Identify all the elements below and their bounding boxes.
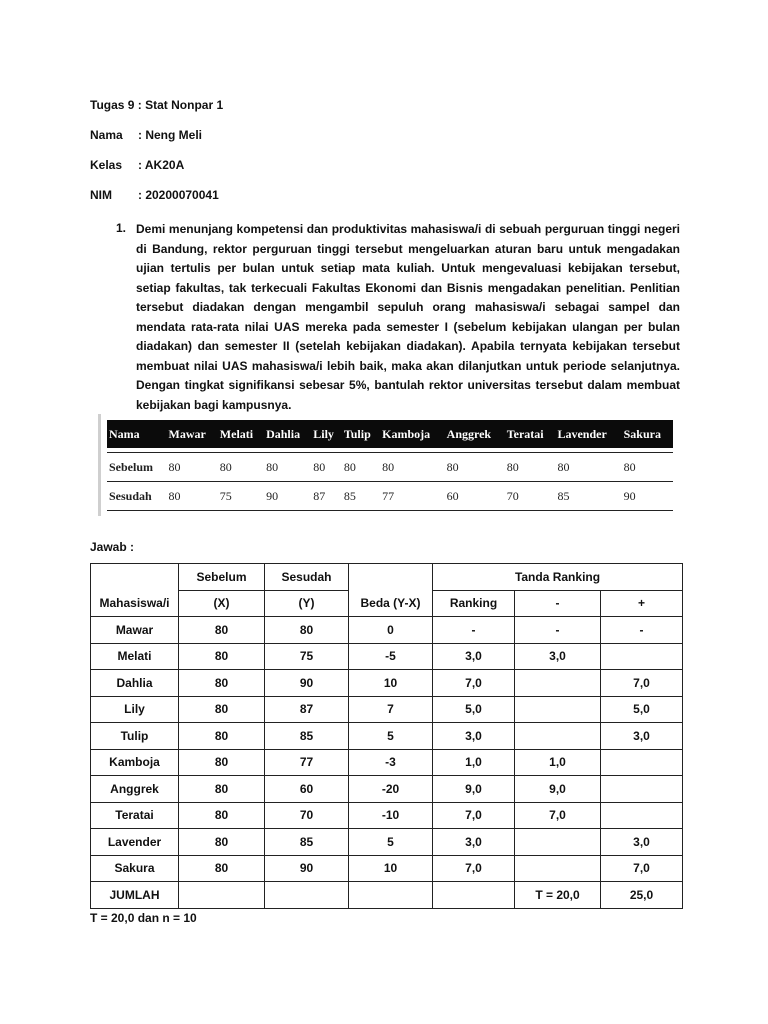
data-table-cell: 70	[505, 482, 556, 511]
data-table-header-cell: Melati	[218, 420, 264, 448]
answer-table	[90, 563, 683, 909]
answer-cell: 60	[265, 776, 349, 803]
question-text: Demi menunjang kompetensi dan produktivitas mahasiswa/i di sebuah perguruan tinggi negeri di Bandung, rektor perguruan tinggi tersebut mengeluarkan aturan baru untuk mengadakan ujian tertulis per bulan untuk setiap mata kuliah. Untuk mengevaluasi kebijakan tersebut, setiap fakultas, tak terkecuali Fakultas Ekonomi dan Bisnis mengadakan penelitian. Penlitian tersebut diadakan dengan mengambil sepuluh orang mahasiswa/i sebagai sampel dan mendata rata-rata nilai UAS mereka pada semester I (sebelum kebijakan ulangan per bulan diadakan) dan semester II (setelah kebijakan diadakan). Apabila ternyata kebijakan tersebut membuat nilai UAS mahasiswa/i lebih baik, maka akan dilanjutkan untuk periode selanjutnya. Dengan tingkat signifikansi sebesar 5%, bantulah rektor universitas tersebut dalam membuat kebijakan bagi kampusnya.	[136, 222, 680, 412]
answer-cell: 80	[179, 749, 265, 776]
data-table-cell: 80	[555, 453, 621, 482]
answer-row	[91, 643, 683, 670]
header-tanda-ranking: Tanda Ranking	[433, 564, 683, 591]
answer-cell: Lily	[91, 696, 179, 723]
answer-cell: 90	[265, 670, 349, 697]
data-table-cell: 80	[380, 453, 444, 482]
data-table-cell: 90	[264, 482, 311, 511]
answer-cell: 77	[265, 749, 349, 776]
header-minus: -	[515, 590, 601, 617]
data-table-cell: Sebelum	[107, 453, 167, 482]
data-table-header-cell: Dahlia	[264, 420, 311, 448]
data-table-cell: 80	[311, 453, 342, 482]
data-table-cell: 75	[218, 482, 264, 511]
answer-cell: 7,0	[433, 670, 515, 697]
answer-cell: 3,0	[601, 723, 683, 750]
answer-cell: -	[601, 617, 683, 644]
data-table-cell: 77	[380, 482, 444, 511]
answer-cell: 90	[265, 855, 349, 882]
answer-cell: Kamboja	[91, 749, 179, 776]
answer-cell: 1,0	[515, 749, 601, 776]
answer-cell	[601, 776, 683, 803]
answer-cell: 7	[349, 696, 433, 723]
header-ranking: Ranking	[433, 590, 515, 617]
answer-cell: 1,0	[433, 749, 515, 776]
nim-line	[90, 188, 219, 202]
answer-cell: 3,0	[601, 829, 683, 856]
answer-cell: 10	[349, 670, 433, 697]
data-table-cell: 87	[311, 482, 342, 511]
answer-cell: 3,0	[433, 829, 515, 856]
answer-cell: 80	[179, 829, 265, 856]
data-table-row	[107, 482, 673, 511]
nim-value: : 20200070041	[138, 188, 219, 202]
answer-cell: 10	[349, 855, 433, 882]
answer-cell: Lavender	[91, 829, 179, 856]
answer-cell: 7,0	[433, 855, 515, 882]
answer-cell: 85	[265, 829, 349, 856]
header-plus: +	[601, 590, 683, 617]
answer-cell: 85	[265, 723, 349, 750]
answer-cell: -3	[349, 749, 433, 776]
data-table-cell: 80	[622, 453, 673, 482]
answer-cell: 7,0	[433, 802, 515, 829]
answer-cell	[515, 670, 601, 697]
answer-cell: 7,0	[515, 802, 601, 829]
data-table-header-cell: Nama	[107, 420, 167, 448]
data-table-cell: 80	[445, 453, 505, 482]
answer-cell: -10	[349, 802, 433, 829]
data-table-header-cell: Sakura	[622, 420, 673, 448]
answer-cell: 80	[179, 802, 265, 829]
data-table-image	[98, 414, 679, 516]
kelas-label: Kelas	[90, 158, 123, 172]
answer-cell	[515, 723, 601, 750]
answer-cell: Anggrek	[91, 776, 179, 803]
answer-header-row-1	[91, 564, 683, 591]
answer-cell: 87	[265, 696, 349, 723]
nama-value: : Neng Meli	[138, 128, 203, 142]
answer-cell	[601, 802, 683, 829]
answer-cell: 5	[349, 829, 433, 856]
data-table-cell: 60	[445, 482, 505, 511]
answer-cell: 80	[179, 855, 265, 882]
data-table-cell: 80	[218, 453, 264, 482]
answer-cell: Mawar	[91, 617, 179, 644]
answer-row	[91, 696, 683, 723]
header-sebelum: Sebelum	[179, 564, 265, 591]
answer-cell: 80	[179, 617, 265, 644]
answer-cell: Dahlia	[91, 670, 179, 697]
answer-cell	[601, 749, 683, 776]
answer-cell: 75	[265, 643, 349, 670]
answer-cell: Melati	[91, 643, 179, 670]
data-table	[107, 420, 673, 511]
footer-note: T = 20,0 dan n = 10	[90, 911, 197, 925]
data-table-header-cell: Lavender	[555, 420, 621, 448]
answer-cell: 80	[179, 643, 265, 670]
answer-cell: 5	[349, 723, 433, 750]
document-title: Tugas 9 : Stat Nonpar 1	[90, 98, 224, 112]
answer-cell: 3,0	[515, 643, 601, 670]
data-table-header-row	[107, 420, 673, 448]
answer-row	[91, 723, 683, 750]
nama-label: Nama	[90, 128, 123, 142]
total-cell	[433, 882, 515, 909]
total-cell: JUMLAH	[91, 882, 179, 909]
data-table-cell: 80	[264, 453, 311, 482]
nama-line	[90, 128, 202, 142]
answer-cell: 80	[179, 670, 265, 697]
data-table-header-cell: Mawar	[167, 420, 218, 448]
nim-label: NIM	[90, 188, 112, 202]
header-mahasiswa: Mahasiswa/i	[91, 564, 179, 617]
data-table-cell: 90	[622, 482, 673, 511]
answer-cell	[515, 855, 601, 882]
data-table-cell: 80	[167, 453, 218, 482]
answer-row	[91, 670, 683, 697]
header-sesudah-sub: (Y)	[265, 590, 349, 617]
answer-total-row	[91, 882, 683, 909]
data-table-header-cell: Lily	[311, 420, 342, 448]
answer-row	[91, 855, 683, 882]
answer-cell: Tulip	[91, 723, 179, 750]
answer-label: Jawab :	[90, 540, 135, 554]
answer-row	[91, 749, 683, 776]
header-beda: Beda (Y-X)	[349, 564, 433, 617]
answer-cell: Sakura	[91, 855, 179, 882]
answer-cell: Teratai	[91, 802, 179, 829]
kelas-line	[90, 158, 184, 172]
answer-cell: 9,0	[433, 776, 515, 803]
total-cell: T = 20,0	[515, 882, 601, 909]
answer-row	[91, 802, 683, 829]
answer-cell: 80	[179, 776, 265, 803]
answer-cell: 3,0	[433, 643, 515, 670]
answer-cell: 70	[265, 802, 349, 829]
data-table-header-cell: Teratai	[505, 420, 556, 448]
answer-cell: -5	[349, 643, 433, 670]
answer-cell: 7,0	[601, 855, 683, 882]
answer-cell: 9,0	[515, 776, 601, 803]
answer-cell: 5,0	[601, 696, 683, 723]
answer-cell: 5,0	[433, 696, 515, 723]
answer-cell: 3,0	[433, 723, 515, 750]
answer-cell: 80	[179, 696, 265, 723]
total-cell	[179, 882, 265, 909]
data-table-header-cell: Anggrek	[445, 420, 505, 448]
question-number: 1.	[116, 221, 127, 235]
data-table-cell: 80	[505, 453, 556, 482]
data-table-cell: Sesudah	[107, 482, 167, 511]
answer-row	[91, 617, 683, 644]
header-sebelum-sub: (X)	[179, 590, 265, 617]
answer-cell	[515, 696, 601, 723]
header-sesudah: Sesudah	[265, 564, 349, 591]
answer-cell	[515, 829, 601, 856]
answer-cell	[601, 643, 683, 670]
total-cell	[265, 882, 349, 909]
answer-cell: 80	[179, 723, 265, 750]
data-table-header-cell: Kamboja	[380, 420, 444, 448]
kelas-value: : AK20A	[138, 158, 185, 172]
answer-cell: 0	[349, 617, 433, 644]
answer-row	[91, 776, 683, 803]
answer-row	[91, 829, 683, 856]
data-table-cell: 80	[167, 482, 218, 511]
answer-cell: -	[433, 617, 515, 644]
data-table-cell: 80	[342, 453, 380, 482]
answer-cell: -20	[349, 776, 433, 803]
answer-cell: -	[515, 617, 601, 644]
data-table-cell: 85	[555, 482, 621, 511]
data-table-row	[107, 453, 673, 482]
data-table-cell: 85	[342, 482, 380, 511]
total-cell: 25,0	[601, 882, 683, 909]
total-cell	[349, 882, 433, 909]
answer-cell: 80	[265, 617, 349, 644]
answer-cell: 7,0	[601, 670, 683, 697]
data-table-header-cell: Tulip	[342, 420, 380, 448]
